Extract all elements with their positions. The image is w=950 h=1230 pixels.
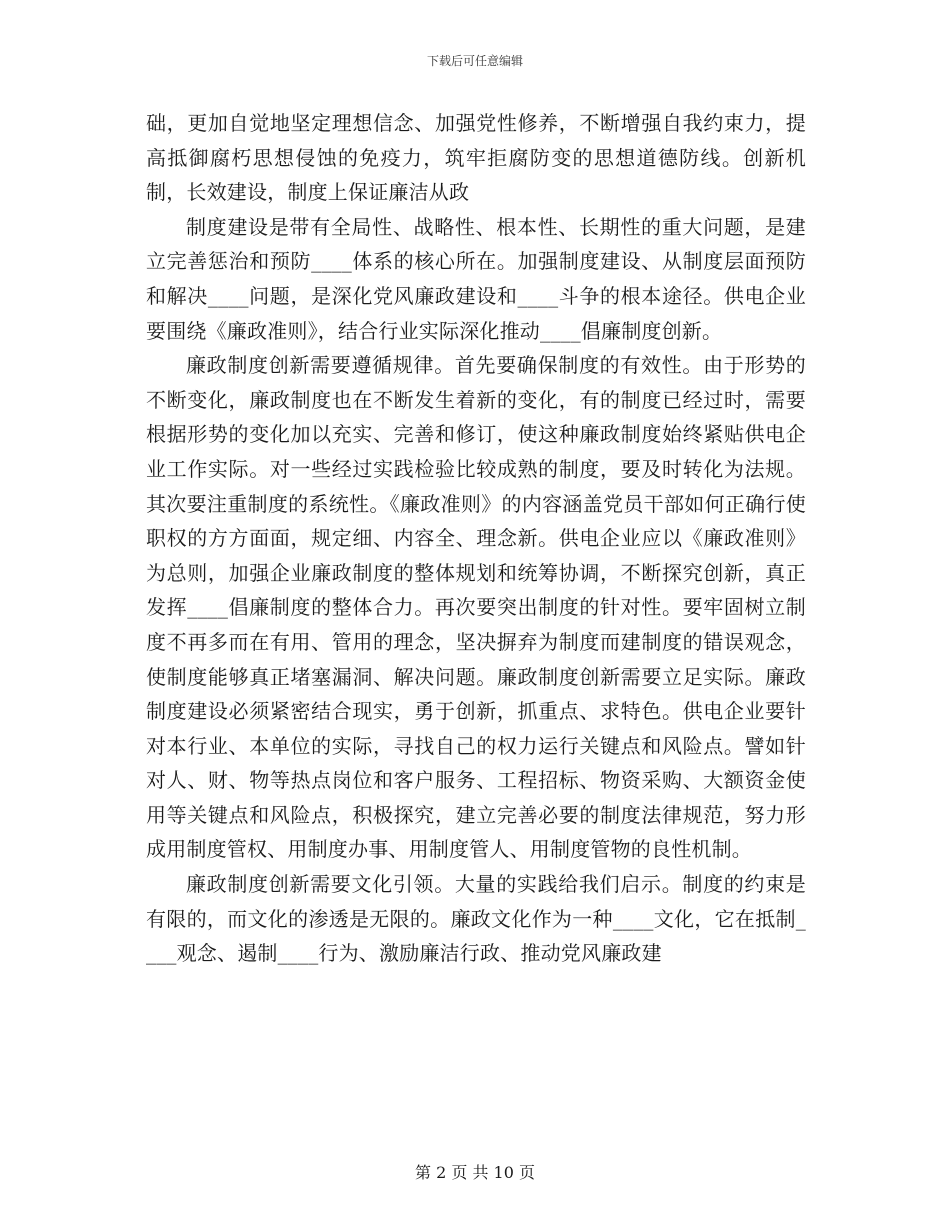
paragraph-2: 制度建设是带有全局性、战略性、根本性、长期性的重大问题，是建立完善惩治和预防____体系的核心所在。加强制度建设、从制度层面预防和解决____问题，是深化党风廉政建设和____斗争的根本途径。供电企业要围绕《廉政准则》，结合行业实际深化推动____倡廉制度创新。	[146, 214, 806, 343]
paragraph-1: 础，更加自觉地坚定理想信念、加强党性修养，不断增强自我约束力，提高抵御腐朽思想侵蚀的免疫力，筑牢拒腐防变的思想道德防线。创新机制，长效建设，制度上保证廉洁从政	[146, 111, 806, 205]
page-number: 第 2 页 共 10 页	[415, 1163, 535, 1182]
paragraph-4: 廉政制度创新需要文化引领。大量的实践给我们启示。制度的约束是有限的，而文化的渗透是无限的。廉政文化作为一种____文化，它在抵制____观念、遏制____行为、激励廉洁行政、推动党风廉政建	[146, 872, 806, 966]
page-header-note: 下载后可任意编辑	[426, 54, 523, 68]
paragraph-3: 廉政制度创新需要遵循规律。首先要确保制度的有效性。由于形势的不断变化，廉政制度也在不断发生着新的变化，有的制度已经过时，需要根据形势的变化加以充实、完善和修订，使这种廉政制度始终紧贴供电企业工作实际。对一些经过实践检验比较成熟的制度，要及时转化为法规。其次要注重制度的系统性。《廉政准则》的内容涵盖党员干部如何正确行使职权的方方面面，规定细、内容全、理念新。供电企业应以《廉政准则》为总则，加强企业廉政制度的整体规划和统筹协调，不断探究创新，真正发挥____倡廉制度的整体合力。再次要突出制度的针对性。要牢固树立制度不再多而在有用、管用的理念，坚决摒弃为制度而建制度的错误观念，使制度能够真正堵塞漏洞、解决问题。廉政制度创新需要立足实际。廉政制度建设必须紧密结合现实，勇于创新，抓重点、求特色。供电企业要针对本行业、本单位的实际，寻找自己的权力运行关键点和风险点。譬如针对人、财、物等热点岗位和客户服务、工程招标、物资采购、大额资金使用等关键点和风险点，积极探究，建立完善必要的制度法律规范，努力形成用制度管权、用制度办事、用制度管人、用制度管物的良性机制。	[146, 353, 806, 862]
document-body	[146, 106, 806, 971]
